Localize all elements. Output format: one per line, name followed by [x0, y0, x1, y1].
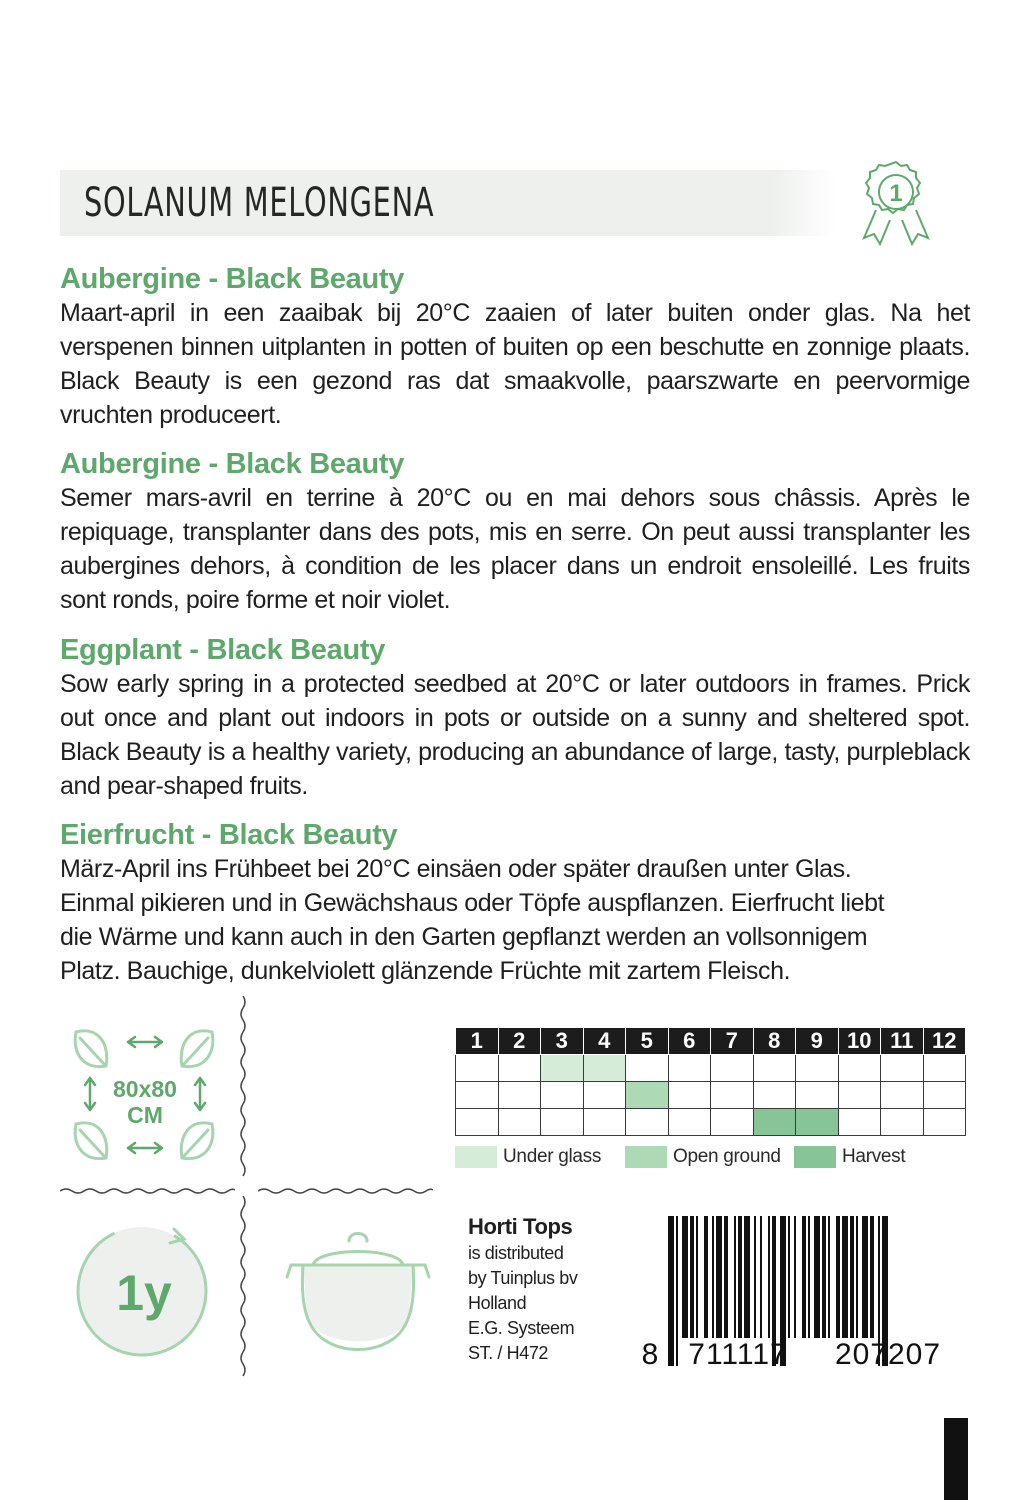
calendar-cell — [456, 1082, 499, 1109]
barcode-bar — [716, 1216, 722, 1338]
calendar-cell — [626, 1082, 669, 1109]
calendar-cell — [753, 1055, 796, 1082]
calendar-cell — [881, 1055, 924, 1082]
calendar-cell — [541, 1082, 584, 1109]
barcode-bar — [788, 1216, 790, 1338]
calendar-cell — [711, 1055, 754, 1082]
distributor-line: by Tuinplus bv — [468, 1268, 578, 1288]
calendar-cell — [796, 1109, 839, 1136]
barcode-bar — [862, 1216, 868, 1338]
calendar-cell — [838, 1109, 881, 1136]
horizontal-divider — [60, 1186, 235, 1196]
leaf-icon — [181, 1123, 213, 1159]
barcode-bar — [712, 1216, 714, 1338]
barcode-bar — [738, 1216, 742, 1338]
calendar-cell — [498, 1082, 541, 1109]
calendar-cell — [838, 1055, 881, 1082]
vertical-divider — [238, 1196, 248, 1381]
award-number: 1 — [889, 180, 903, 207]
barcode — [638, 1212, 968, 1372]
horizontal-divider — [258, 1186, 433, 1196]
section-body: Sow early spring in a protected seedbed at 20°C or later outdoors in frames. Prick out once and plant out indoors in pots or outside on a sunny and sheltered spot. Black Beauty is a healthy variety, producing an abundance of large, tasty, purpleblack and pear-shaped fruits. — [60, 670, 970, 800]
seed-lifespan-icon — [70, 1215, 220, 1365]
calendar-month-4: 4 — [583, 1028, 626, 1055]
calendar-cell — [626, 1055, 669, 1082]
barcode-right-digits: 207207 — [834, 1338, 942, 1371]
calendar-row-open-ground — [456, 1082, 966, 1109]
calendar-month-6: 6 — [668, 1028, 711, 1055]
calendar-cell — [668, 1109, 711, 1136]
section-german — [60, 818, 970, 988]
calendar-cell — [626, 1109, 669, 1136]
leaf-icon — [181, 1031, 213, 1067]
barcode-bar — [836, 1216, 840, 1338]
calendar-cell — [796, 1082, 839, 1109]
section-body: Semer mars-avril en terrine à 20°C ou en mai dehors sous châssis. Après le repiquage, transplanter dans des pots, mis en serre. On peut aussi transplanter les aubergines dehors, à condition de les placer dans un endroit ensoleillé. Les fruits sont ronds, poire forme et noir violet. — [60, 484, 970, 614]
calendar-legend — [455, 1146, 975, 1176]
leaf-icon — [75, 1031, 107, 1067]
legend-swatch — [455, 1146, 497, 1168]
section-body: März-April ins Frühbeet bei 20°C einsäen oder später draußen unter Glas. Einmal pikieren und in Gewächshaus oder Töpfe auspflanzen. Eierfrucht liebt die Wärme und kann auch in den Garten gepflanzt werden an vollsonnigem Platz. Bauchige, dunkelviolett glänzende Früchte mit zartem Fleisch. — [60, 855, 885, 985]
barcode-bar — [822, 1216, 826, 1338]
calendar-cell — [881, 1109, 924, 1136]
calendar-cell — [711, 1082, 754, 1109]
calendar-row-harvest — [456, 1109, 966, 1136]
spacing-unit: CM — [127, 1102, 163, 1128]
section-dutch — [60, 262, 970, 432]
calendar-cell — [668, 1082, 711, 1109]
section-english — [60, 633, 970, 803]
barcode-bar — [734, 1216, 736, 1338]
legend-label: Open ground — [673, 1146, 781, 1167]
calendar-month-12: 12 — [923, 1028, 966, 1055]
barcode-bar — [794, 1216, 796, 1338]
calendar-month-3: 3 — [541, 1028, 584, 1055]
award-rosette-icon — [858, 160, 934, 246]
lifespan-value: 1y — [116, 1265, 172, 1321]
section-body: Maart-april in een zaaibak bij 20°C zaaien of later buiten onder glas. Na het verspenen binnen uitplanten in potten of buiten op een beschutte en zonnige plaats. Black Beauty is een gezond ras dat smaakvolle, paarszwarte en peervormige vruchten produceert. — [60, 299, 970, 429]
corner-mark — [944, 1418, 968, 1500]
calendar-month-11: 11 — [881, 1028, 924, 1055]
calendar-month-7: 7 — [711, 1028, 754, 1055]
distributor-line: Holland — [468, 1293, 527, 1313]
barcode-bar — [802, 1216, 806, 1338]
calendar-cell — [541, 1109, 584, 1136]
barcode-bar — [690, 1216, 694, 1338]
distributor-line: E.G. Systeem — [468, 1318, 575, 1338]
section-heading: Aubergine - Black Beauty — [60, 448, 405, 480]
barcode-bar — [668, 1216, 674, 1366]
calendar-cell — [711, 1109, 754, 1136]
barcode-bar — [828, 1216, 830, 1338]
calendar-cell — [838, 1082, 881, 1109]
barcode-bar — [870, 1216, 874, 1338]
distributor-line: is distributed — [468, 1243, 564, 1263]
barcode-lead-digit: 8 — [641, 1338, 659, 1371]
calendar-month-10: 10 — [838, 1028, 881, 1055]
barcode-bar — [682, 1216, 688, 1338]
distributor-line: ST. / H472 — [468, 1343, 549, 1363]
section-heading: Eggplant - Black Beauty — [60, 634, 386, 666]
section-heading: Eierfrucht - Black Beauty — [60, 819, 398, 851]
spacing-value: 80x80 — [113, 1076, 177, 1102]
barcode-bar — [760, 1216, 762, 1338]
calendar-cell — [753, 1109, 796, 1136]
distributor-info — [468, 1213, 638, 1366]
section-french — [60, 447, 970, 617]
legend-swatch — [794, 1146, 836, 1168]
barcode-bar — [768, 1216, 770, 1338]
sowing-calendar — [455, 1027, 966, 1136]
barcode-bar — [856, 1216, 858, 1338]
calendar-cell — [583, 1055, 626, 1082]
legend-item-open-ground — [625, 1146, 781, 1168]
calendar-cell — [498, 1055, 541, 1082]
legend-label: Under glass — [503, 1146, 602, 1167]
leaf-icon — [75, 1123, 107, 1159]
barcode-bar — [808, 1216, 810, 1338]
calendar-month-5: 5 — [626, 1028, 669, 1055]
calendar-cell — [583, 1082, 626, 1109]
calendar-cell — [583, 1109, 626, 1136]
calendar-cell — [881, 1082, 924, 1109]
barcode-bar — [704, 1216, 708, 1338]
pot-icon — [283, 1225, 433, 1365]
barcode-bar — [744, 1216, 750, 1338]
legend-item-harvest — [794, 1146, 905, 1168]
legend-item-under-glass — [455, 1146, 601, 1168]
calendar-month-header — [456, 1028, 966, 1055]
calendar-month-2: 2 — [498, 1028, 541, 1055]
calendar-cell — [796, 1055, 839, 1082]
calendar-row-under-glass — [456, 1055, 966, 1082]
calendar-cell — [923, 1082, 966, 1109]
vertical-divider — [238, 996, 248, 1181]
calendar-month-1: 1 — [456, 1028, 499, 1055]
barcode-bar — [696, 1216, 698, 1338]
species-name: SOLANUM MELONGENA — [84, 180, 435, 226]
legend-label: Harvest — [842, 1146, 906, 1167]
calendar-cell — [923, 1055, 966, 1082]
calendar-cell — [498, 1109, 541, 1136]
species-banner — [60, 170, 835, 236]
calendar-cell — [923, 1109, 966, 1136]
section-heading: Aubergine - Black Beauty — [60, 263, 405, 295]
brand-name: Horti Tops — [468, 1214, 573, 1239]
calendar-month-8: 8 — [753, 1028, 796, 1055]
calendar-cell — [753, 1082, 796, 1109]
barcode-bar — [814, 1216, 820, 1338]
plant-spacing-label — [100, 1076, 190, 1128]
barcode-bar — [676, 1216, 678, 1366]
barcode-bar — [850, 1216, 854, 1338]
barcode-bar — [754, 1216, 756, 1338]
calendar-cell — [541, 1055, 584, 1082]
calendar-cell — [456, 1109, 499, 1136]
calendar-cell — [668, 1055, 711, 1082]
calendar-month-9: 9 — [796, 1028, 839, 1055]
barcode-bar — [724, 1216, 728, 1338]
barcode-bar — [842, 1216, 848, 1338]
barcode-left-digits: 711117 — [688, 1338, 788, 1371]
calendar-cell — [456, 1055, 499, 1082]
legend-swatch — [625, 1146, 667, 1168]
